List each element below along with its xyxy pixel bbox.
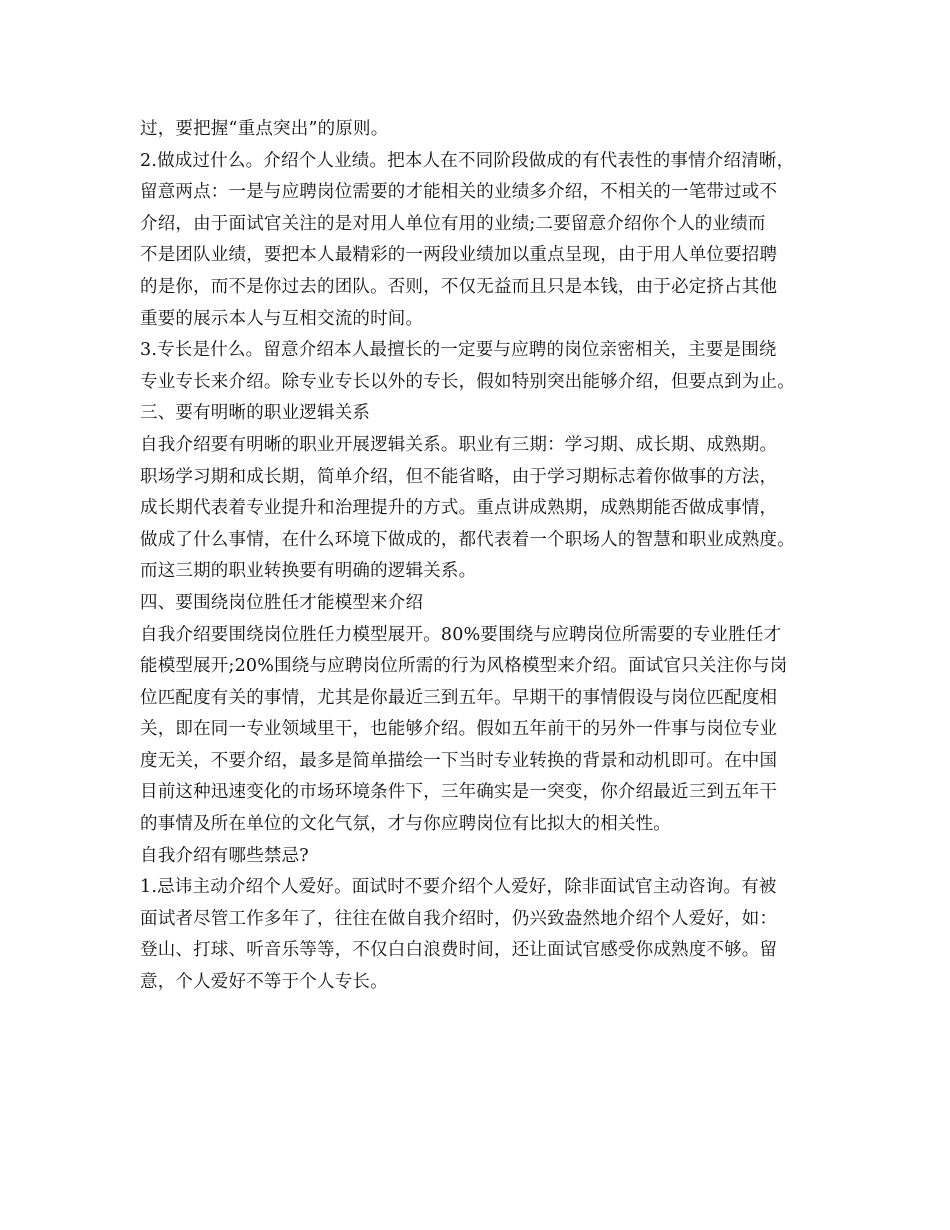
text-line: 1.忌讳主动介绍个人爱好。面试时不要介绍个人爱好，除非面试官主动咨询。有被 <box>140 877 777 898</box>
section-heading: 四、要围绕岗位胜任才能模型来介绍 <box>140 592 424 613</box>
text-line: 面试者尽管工作多年了，往往在做自我介绍时，仍兴致盎然地介绍个人爱好，如： <box>140 908 778 929</box>
text-line: 位匹配度有关的事情，尤其是你最近三到五年。早期干的事情假设与岗位匹配度相 <box>140 687 778 708</box>
text-line: 度无关，不要介绍，最多是简单描绘一下当时专业转换的背景和动机即可。在中国 <box>140 750 778 771</box>
text-line: 不是团队业绩，要把本人最精彩的一两段业绩加以重点呈现，由于用人单位要招聘 <box>140 245 778 266</box>
text-line: 成长期代表着专业提升和治理提升的方式。重点讲成熟期，成熟期能否做成事情， <box>140 498 778 519</box>
text-line: 过，要把握“重点突出”的原则。 <box>140 119 389 139</box>
text-line: 2.做成过什么。介绍个人业绩。把本人在不同阶段做成的有代表性的事情介绍清晰， <box>140 150 795 171</box>
text-line: 目前这种迅速变化的市场环境条件下，三年确实是一突变，你介绍最近三到五年干 <box>140 782 778 803</box>
section-heading: 自我介绍有哪些禁忌? <box>140 845 309 866</box>
text-line: 重要的展示本人与互相交流的时间。 <box>140 308 424 329</box>
text-line: 意，个人爱好不等于个人专长。 <box>140 972 388 993</box>
text-line: 职场学习期和成长期，简单介绍，但不能省略，由于学习期标志着你做事的方法， <box>140 466 778 487</box>
text-line: 关，即在同一专业领域里干，也能够介绍。假如五年前干的另外一件事与岗位专业 <box>140 719 778 740</box>
text-line: 专业专长来介绍。除专业专长以外的专长，假如特别突出能够介绍，但要点到为止。 <box>140 371 795 392</box>
text-line: 登山、打球、听音乐等等，不仅白白浪费时间，还让面试官感受你成熟度不够。留 <box>140 940 778 961</box>
text-line: 能模型展开;20%围绕与应聘岗位所需的行为风格模型来介绍。面试官只关注你与岗 <box>140 656 788 677</box>
text-line: 留意两点：一是与应聘岗位需要的才能相关的业绩多介绍，不相关的一笔带过或不 <box>140 182 778 203</box>
text-line: 而这三期的职业转换要有明确的逻辑关系。 <box>140 561 477 582</box>
text-line: 的事情及所在单位的文化气氛，才与你应聘岗位有比拟大的相关性。 <box>140 814 671 835</box>
text-line: 自我介绍要有明晰的职业开展逻辑关系。职业有三期：学习期、成长期、成熟期。 <box>140 434 778 455</box>
text-line: 的是你，而不是你过去的团队。否则，不仅无益而且只是本钱，由于必定挤占其他 <box>140 276 778 297</box>
section-heading: 三、要有明晰的职业逻辑关系 <box>140 403 371 424</box>
document-body <box>140 114 830 999</box>
text-line: 自我介绍要围绕岗位胜任力模型展开。80%要围绕与应聘岗位所需要的专业胜任才 <box>140 624 782 645</box>
text-line: 做成了什么事情，在什么环境下做成的，都代表着一个职场人的智慧和职业成熟度。 <box>140 529 795 550</box>
text-line: 介绍，由于面试官关注的是对用人单位有用的业绩;二要留意介绍你个人的业绩而 <box>140 213 766 234</box>
text-line: 3.专长是什么。留意介绍本人最擅长的一定要与应聘的岗位亲密相关，主要是围绕 <box>140 340 777 361</box>
